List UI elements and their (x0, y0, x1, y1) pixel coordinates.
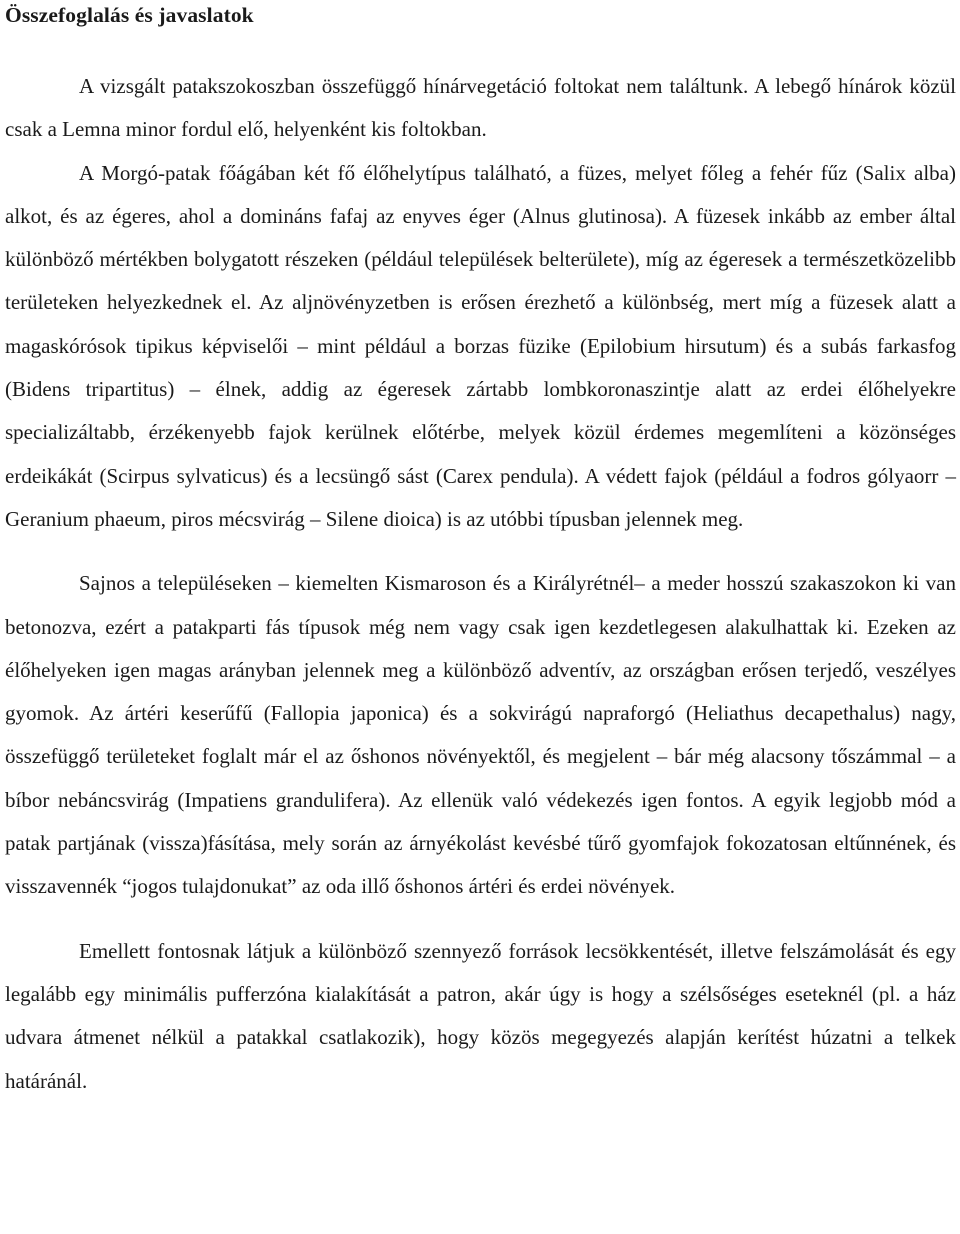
document-title: Összefoglalás és javaslatok (5, 3, 254, 27)
paragraph-invasive-weeds: Sajnos a településeken – kiemelten Kismaroson és a Királyrétnél– a meder hosszú szakaszokon ki van betonozva, ezért a patakparti fás típusok még nem vagy csak igen kezdetlegesen alakulhattak ki. Ezeken az élőhelyeken igen magas arányban jelennek meg a különböző adventív, az országban erősen terjedő, veszélyes gyomok. Az ártéri keserűfű (Fallopia japonica) és a sokvirágú napraforgó (Heliathus decapethalus) nagy, összefüggő területeket foglalt már el az őshonos növényektől, és megjelent – bár még alacsony tőszámmal – a bíbor nebáncsvirág (Impatiens grandulifera). Az ellenük való védekezés igen fontos. A egyik legjobb mód a patak partjának (vissza)fásítása, mely során az árnyékolást kevésbé tűrő gyomfajok fokozatosan eltűnnének, és visszavennék “jogos tulajdonukat” az oda illő őshonos ártéri és erdei növények. (5, 571, 956, 899)
document-body (5, 65, 956, 1103)
paragraph-habitat-types: A Morgó-patak főágában két fő élőhelytípus található, a füzes, melyet főleg a fehér fűz (Salix alba) alkot, és az égeres, ahol a domináns fafaj az enyves éger (Alnus glutinosa). A füzesek inkább az ember által különböző mértékben bolygatott részeken (például települések belterülete), míg az égeresek a természetközelibb területeken helyezkednek el. Az aljnövényzetben is erősen érezhető a különbség, mert míg a füzesek alatt a magaskórósok tipikus képviselői – mint például a borzas füzike (Epilobium hirsutum) és a subás farkasfog (Bidens tripartitus) – élnek, addig az égeresek zártabb lombkoronaszintje alatt az erdei élőhelyekre specializáltabb, érzékenyebb fajok kerülnek előtérbe, melyek közül érdemes megemlíteni a közönséges erdeikákát (Scirpus sylvaticus) és a lecsüngő sást (Carex pendula). A védett fajok (például a fodros gólyaorr – Geranium phaeum, piros mécsvirág – Silene dioica) is az utóbbi típusban jelennek meg. (5, 160, 956, 531)
paragraph-recommendations: Emellett fontosnak látjuk a különböző szennyező források lecsökkentését, illetve felszámolását és egy legalább egy minimális pufferzóna kialakítását a patron, akár úgy is hogy a szélsőséges eseteknél (pl. a ház udvara átmenet nélkül a patakkal csatlakozik), hogy közös megegyezés alapján kerítést húzatni a telkek határánál. (5, 938, 956, 1093)
paragraph-floating-vegetation: A vizsgált patakszokoszban összefüggő hínárvegetáció foltokat nem találtunk. A lebegő hínárok közül csak a Lemna minor fordul elő, helyenként kis foltokban. (5, 74, 956, 142)
